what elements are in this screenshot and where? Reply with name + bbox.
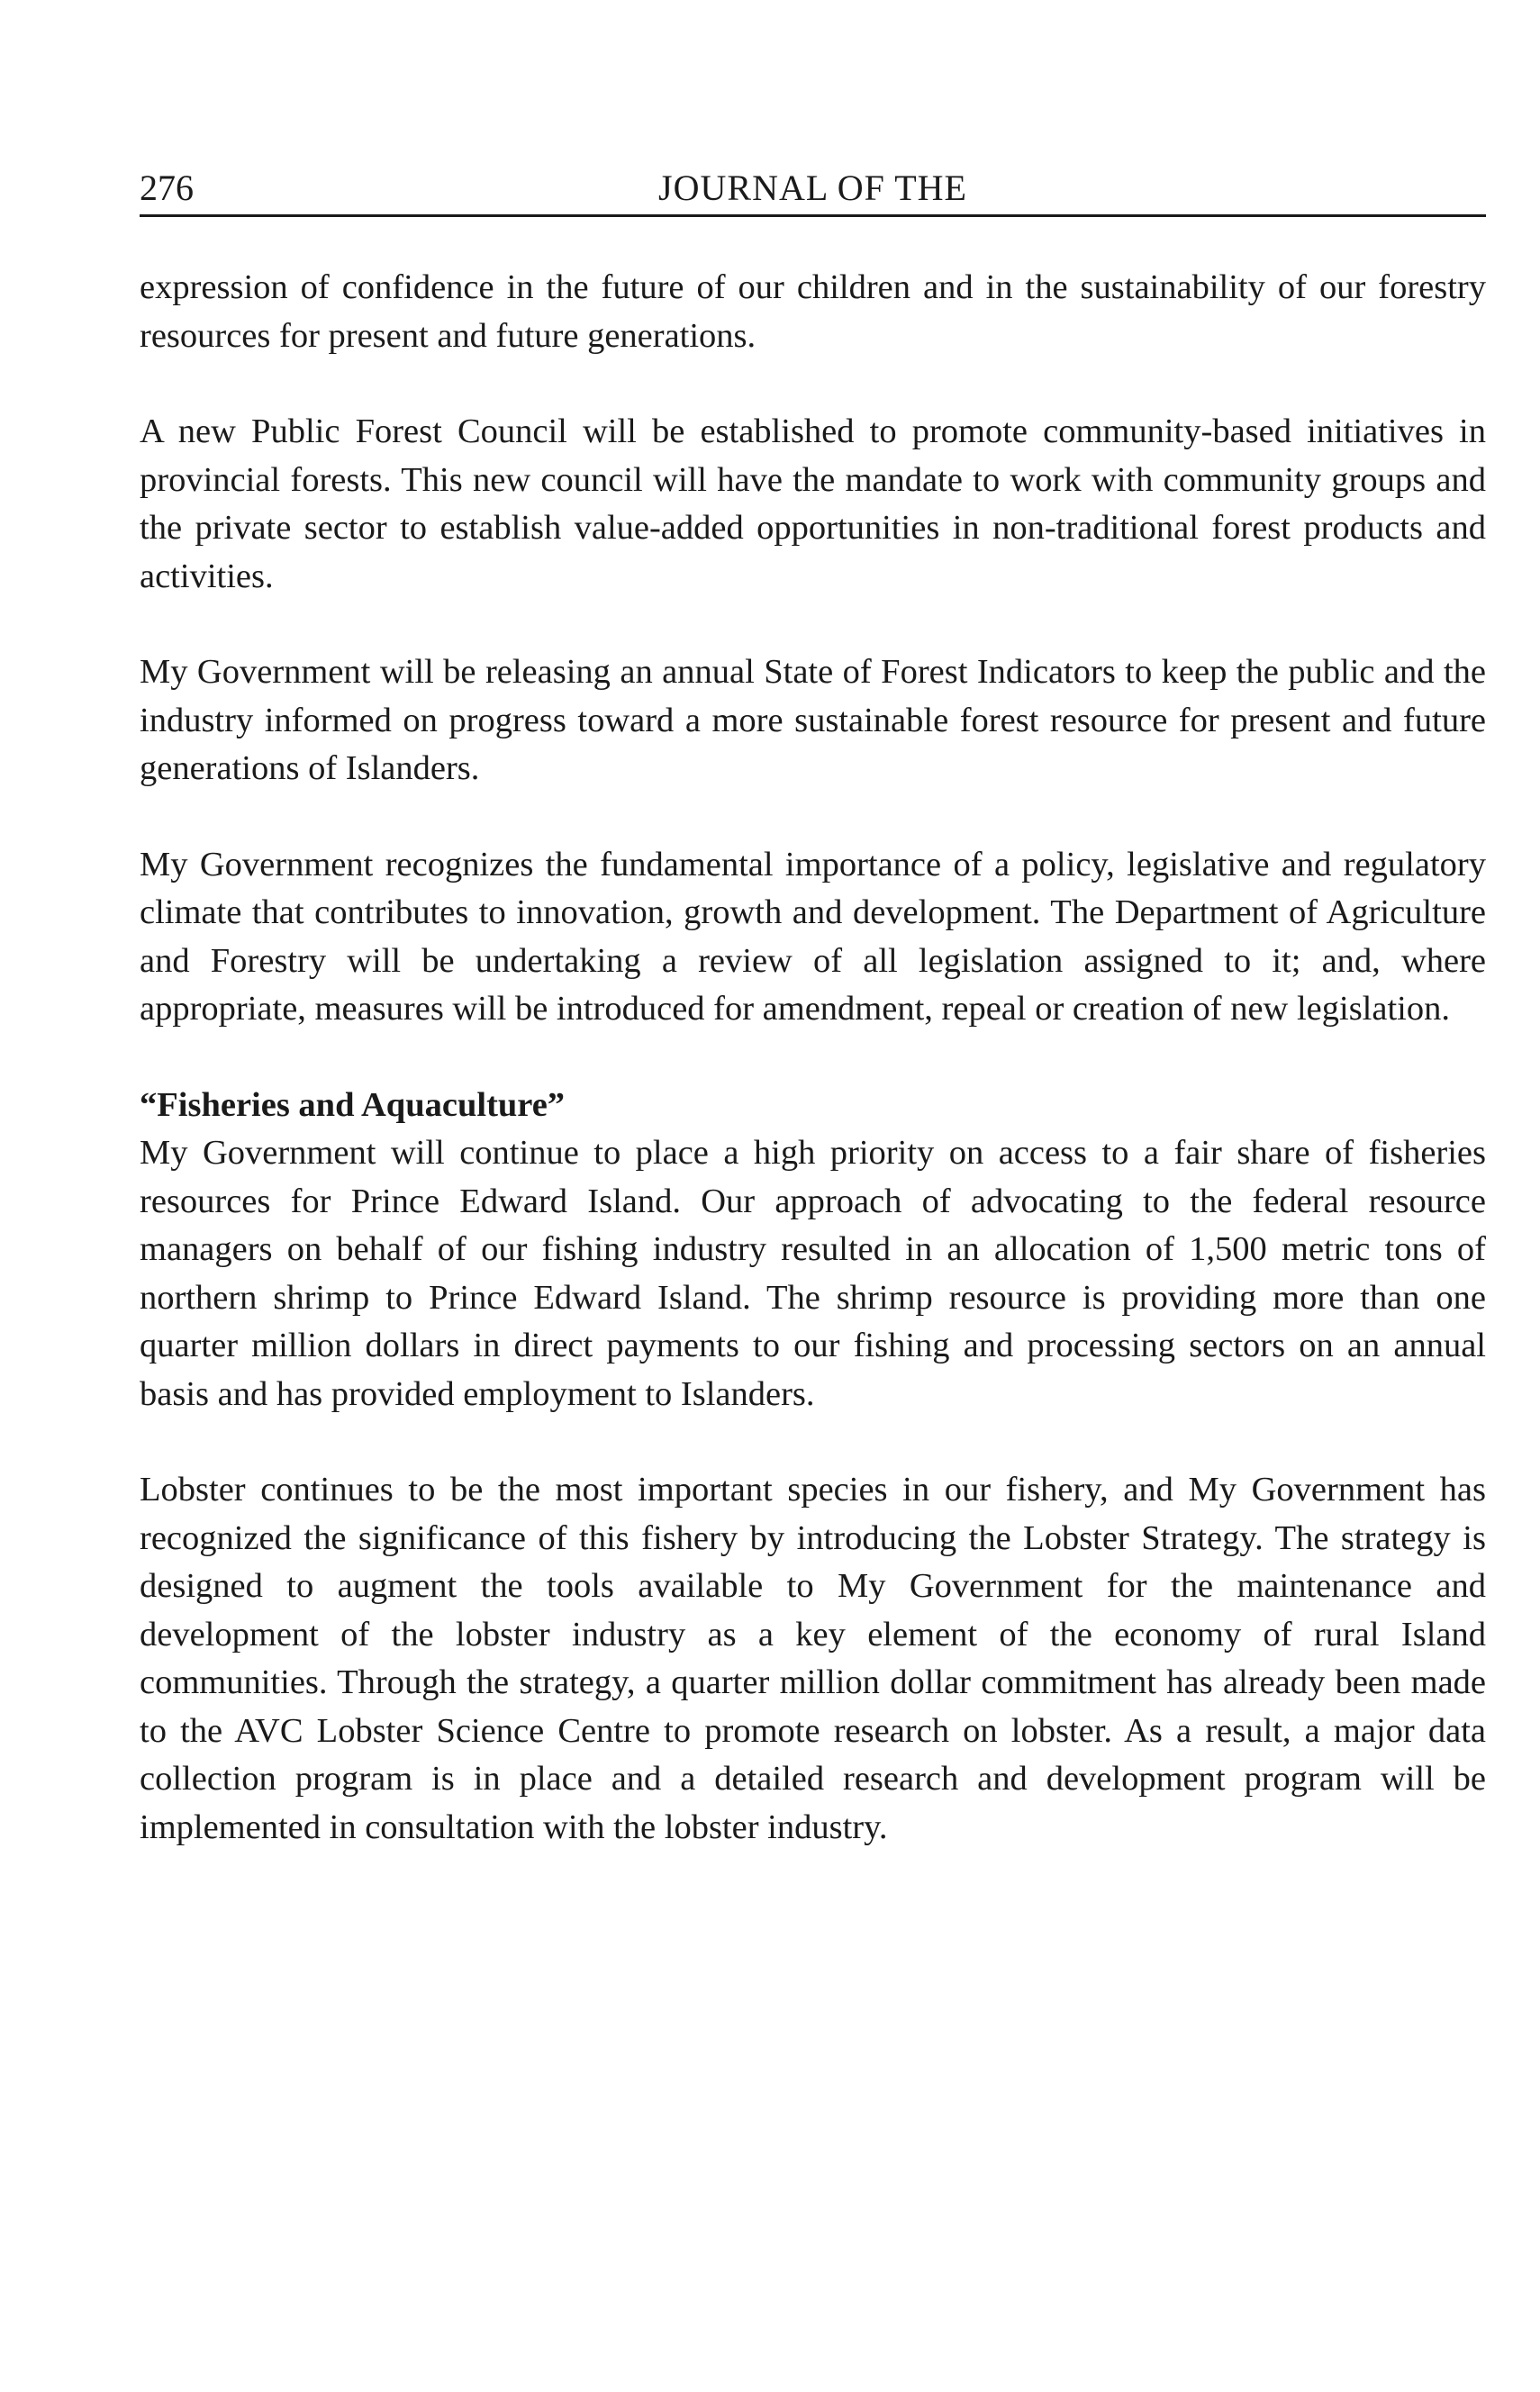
paragraph-forest-indicators: My Government will be releasing an annual State of Forest Indicators to keep the public and the industry informed on progress toward a more sustainable forest resource for present and future generations of Islanders. [140, 653, 1486, 787]
body-text [140, 264, 1486, 1852]
section-heading: “Fisheries and Aquaculture” [140, 1085, 566, 1124]
paragraph-public-forest-council: A new Public Forest Council will be established to promote community-based initiatives in provincial forests. This new council will have the mandate to work with community groups and the private sector to establish value-added opportunities in non-traditional forest products and activities. [140, 412, 1486, 595]
running-head [140, 162, 1486, 217]
page-number: 276 [140, 168, 194, 208]
paragraph-lobster-strategy: Lobster continues to be the most important species in our fishery, and My Government has recognized the significance of this fishery by introducing the Lobster Strategy. The strategy is designed to augment the tools available to My Government for the maintenance and development of the lobster industry as a key element of the economy of rural Island communities. Through the strategy, a quarter million dollar commitment has already been made to the AVC Lobster Science Centre to promote research on lobster. As a result, a major data collection program is in place and a detailed research and development program will be implemented in consultation with the lobster industry. [140, 1471, 1486, 1846]
journal-page [140, 162, 1486, 1899]
paragraph-shrimp-allocation: My Government will continue to place a high priority on access to a fair share of fisheries resources for Prince Edward Island. Our approach of advocating to the federal resource managers on behalf of our fishing industry resulted in an allocation of 1,500 metric tons of northern shrimp to Prince Edward Island. The shrimp resource is providing more than one quarter million dollars in direct payments to our fishing and processing sectors on an annual basis and has provided employment to Islanders. [140, 1134, 1486, 1413]
paragraph-regulatory-climate: My Government recognizes the fundamental importance of a policy, legislative and regulatory climate that contributes to innovation, growth and development. The Department of Agriculture and Forestry will be undertaking a review of all legislation assigned to it; and, where appropriate, measures will be introduced for amendment, repeal or creation of new legislation. [140, 845, 1486, 1028]
paragraph-forestry-continued: expression of confidence in the future of our children and in the sustainability of our forestry resources for present and future generations. [140, 268, 1486, 355]
section-fisheries-aquaculture [140, 1082, 1486, 1853]
journal-title: JOURNAL OF THE [658, 168, 967, 208]
